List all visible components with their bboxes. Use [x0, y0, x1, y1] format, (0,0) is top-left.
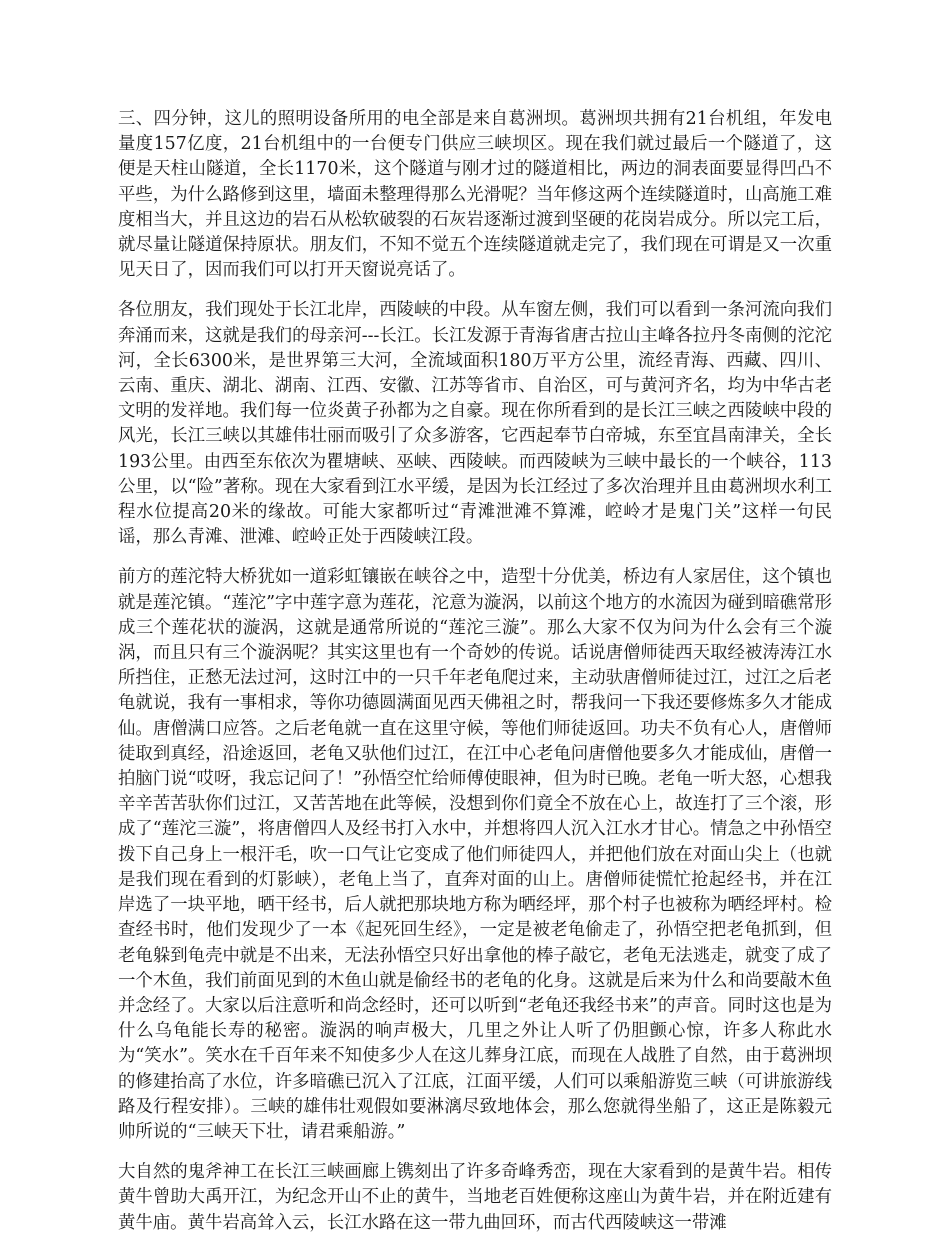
- paragraph-tunnel: 三、四分钟，这儿的照明设备所用的电全部是来自葛洲坝。葛洲坝共拥有21台机组，年发电量度157亿度，21台机组中的一台便专门供应三峡坝区。现在我们就过最后一个隧道了，这便是天柱山隧道，全长1170米，这个隧道与刚才过的隧道相比，两边的洞表面要显得凹凸不平些，为什么路修到这里，墙面未整理得那么光滑呢？当年修这两个连续隧道时，山高施工难度相当大，并且这边的岩石从松软破裂的石灰岩逐渐过渡到坚硬的花岗岩成分。所以完工后，就尽量让隧道保持原状。朋友们，不知不觉五个连续隧道就走完了，我们现在可谓是又一次重见天日了，因而我们可以打开天窗说亮话了。: [118, 109, 832, 281]
- paragraph-liantuo-legend: 前方的莲沱特大桥犹如一道彩虹镶嵌在峡谷之中，造型十分优美，桥边有人家居住，这个镇也就是莲沱镇。“莲沱”字中莲字意为莲花，沱意为漩涡，以前这个地方的水流因为碰到暗礁常形成三个莲花状的漩涡，这就是通常所说的“莲沱三漩”。那么大家不仅为问为什么会有三个漩涡，而且只有三个漩涡呢？其实这里也有一个奇妙的传说。话说唐僧师徒西天取经被涛涛江水所挡住，正愁无法过河，这时江中的一只千年老龟爬过来，主动驮唐僧师徒过江，过江之后老龟就说，我有一事相求，等你功德圆满面见西天佛祖之时，帮我问一下我还要修炼多久才能成仙。唐僧满口应答。之后老龟就一直在这里守候，等他们师徒返回。功夫不负有心人，唐僧师徒取到真经，沿途返回，老龟又驮他们过江，在江中心老龟问唐僧他要多久才能成仙，唐僧一拍脑门说“哎呀，我忘记问了！”孙悟空忙给师傅使眼神，但为时已晚。老龟一听大怒，心想我辛辛苦苦驮你们过江，又苦苦地在此等候，没想到你们竟全不放在心上，故连打了三个滚，形成了“莲沱三漩”，将唐僧四人及经书打入水中，并想将四人沉入江水才甘心。情急之中孙悟空拨下自己身上一根汗毛，吹一口气让它变成了他们师徒四人，并把他们放在对面山尖上（也就是我们现在看到的灯影峡），老龟上当了，直奔对面的山上。唐僧师徒慌忙抢起经书，并在江岸选了一块平地，晒干经书，后人就把那块地方称为晒经坪，那个村子也被称为晒经坪村。检查经书时，他们发现少了一本《起死回生经》，一定是被老龟偷走了，孙悟空把老龟抓到，但老龟躲到龟壳中就是不出来，无法孙悟空只好出拿他的棒子敲它，老龟无法逃走，就变了成了一个木鱼，我们前面见到的木鱼山就是偷经书的老龟的化身。这就是后来为什么和尚要敲木鱼并念经了。大家以后注意听和尚念经时，还可以听到“老龟还我经书来”的声音。同时这也是为什么乌龟能长寿的秘密。漩涡的响声极大，几里之外让人听了仍胆颤心惊，许多人称此水为“笑水”。笑水在千百年来不知使多少人在这儿葬身江底，而现在人战胜了自然，由于葛洲坝的修建抬高了水位，许多暗礁已沉入了江底，江面平缓，人们可以乘船游览三峡（可讲旅游线路及行程安排）。三峡的雄伟壮观假如要淋漓尽致地体会，那么您就得坐船了，这正是陈毅元帅所说的“三峡天下壮，请君乘船游。”: [118, 567, 832, 1142]
- paragraph-yangtze: 各位朋友，我们现处于长江北岸，西陵峡的中段。从车窗左侧，我们可以看到一条河流向我们奔涌而来，这就是我们的母亲河---长江。长江发源于青海省唐古拉山主峰各拉丹冬南侧的沱沱河，全长6300米，是世界第三大河，全流域面积180万平方公里，流经青海、西藏、四川、云南、重庆、湖北、湖南、江西、安徽、江苏等省市、自治区，可与黄河齐名，均为中华古老文明的发祥地。我们每一位炎黄子孙都为之自豪。现在你所看到的是长江三峡之西陵峡中段的风光，长江三峡以其雄伟壮丽而吸引了众多游客，它西起奉节白帝城，东至宜昌南津关，全长193公里。由西至东依次为瞿塘峡、巫峡、西陵峡。而西陵峡为三峡中最长的一个峡谷，113公里，以“险”著称。现在大家看到江水平缓，是因为长江经过了多次治理并且由葛洲坝水利工程水位提高20米的缘故。可能大家都听过“青滩泄滩不算滩，崆岭才是鬼门关”这样一句民谣，那么青滩、泄滩、崆岭正处于西陵峡江段。: [118, 300, 832, 548]
- document-page: [118, 107, 832, 1251]
- paragraph-huangniu-rock: 大自然的鬼斧神工在长江三峡画廊上镌刻出了许多奇峰秀峦，现在大家看到的是黄牛岩。相传黄牛曾助大禹开江，为纪念开山不止的黄牛，当地老百姓便称这座山为黄牛岩，并在附近建有黄牛庙。黄牛岩高耸入云，长江水路在这一带九曲回环，而古代西陵峡这一带滩: [118, 1162, 832, 1233]
